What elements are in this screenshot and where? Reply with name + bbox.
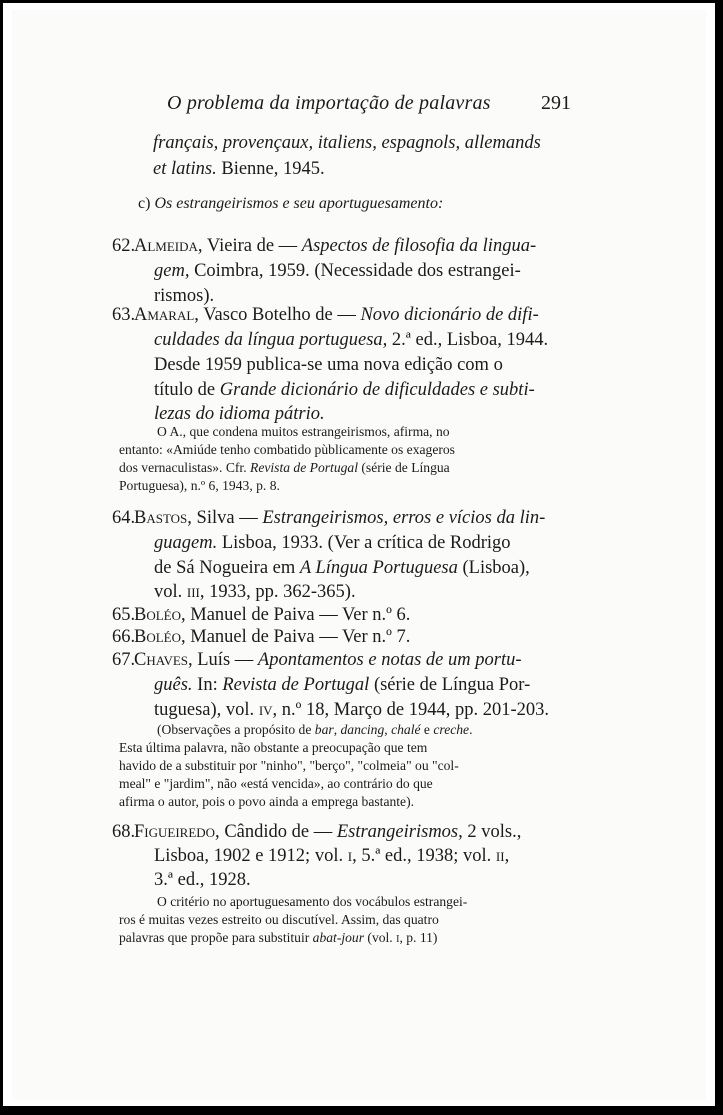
entry-67-vol-number: iv (258, 700, 273, 720)
entry-68-comma: , (504, 846, 510, 866)
entry-62-line-3: rismos). (154, 286, 215, 306)
entry-62-title: Aspectos de filosofia da lingua- (301, 236, 537, 256)
entry-67-note-word-bar: bar (314, 722, 334, 737)
entry-64-review-journal: A Língua Portuguesa (299, 558, 458, 578)
entry-64-review-intro: de Sá Nogueira em (154, 558, 300, 578)
entry-68-note-line-2: ros é muitas vezes estreito ou discutível. Assim, das quatro (119, 912, 439, 927)
entry-63-line-3: Desde 1959 publica-se uma nova edição com o (154, 355, 503, 375)
entry-63-note-line-4: Portuguesa), n.º 6, 1943, p. 8. (119, 478, 280, 493)
entry-67-note-word-creche: creche (433, 722, 470, 737)
entry-67-series-cont: tuguesa), vol. (154, 700, 259, 720)
entry-64-author-name: Silva — (191, 508, 263, 528)
entry-62-details: Coimbra, 1959. (Necessidade dos estrangei- (189, 261, 521, 281)
entry-68-title: Estrangeirismos, (336, 822, 463, 842)
intro-ref-title-end: et latins. (153, 159, 217, 179)
entry-68-vol-2: ii (495, 846, 505, 866)
entry-67-note-intro: (Observações a propósito de (157, 722, 315, 737)
entry-67-author: Chaves, (134, 650, 193, 670)
entry-68-note-vol-label: (vol. (364, 930, 397, 945)
entry-67-journal: Revista de Portugal (222, 675, 370, 695)
entry-67-note-line-3: havido de a substituir por "ninho", "berço", "colmeia" ou "col- (119, 758, 459, 773)
entry-67-note-line-5: afirma o autor, pois o povo ainda a emprega bastante). (119, 794, 415, 809)
entry-64-number: 64. (112, 508, 136, 528)
entry-63-note-journal: Revista de Portugal (250, 460, 358, 475)
entry-67-note-word-chale: chalé (391, 722, 421, 737)
entry-66-author: Boléo, (134, 627, 186, 647)
entry-67-number: 67. (112, 650, 136, 670)
entry-62-author-name: Vieira de — (202, 236, 302, 256)
entry-63-line-5: lezas do idioma pátrio. (154, 404, 325, 424)
entry-63-note-line-2: entanto: «Amiúde tenho combatido pùblicamente os exageros (119, 442, 455, 457)
entry-68-note-text: palavras que propõe para substituir (119, 930, 313, 945)
entry-67-issue-pages: , n.º 18, Março de 1944, pp. 201-203. (272, 700, 550, 720)
entry-68-volumes: 2 vols., (462, 822, 522, 842)
entry-67-title: Apontamentos e notas de um portu- (257, 650, 522, 670)
intro-ref-place-year: Bienne, 1945. (216, 159, 325, 179)
entry-67-author-name: Luís — (192, 650, 258, 670)
entry-68-note-vol-number: i (396, 930, 400, 945)
entry-66-number: 66. (112, 627, 136, 647)
entry-65-author: Boléo, (134, 605, 186, 625)
entry-64-review-place: (Lisboa), (457, 558, 530, 578)
entry-64-details: Lisboa, 1933. (Ver a crítica de Rodrigo (217, 533, 511, 553)
entry-63-details: 2.ª ed., Lisboa, 1944. (387, 330, 549, 350)
entry-65-number: 65. (112, 605, 136, 625)
entry-68-author-name: Cândido de — (219, 822, 337, 842)
entry-63-note-text: dos vernaculistas». Cfr. (119, 460, 251, 475)
entry-67-title-cont: guês. (154, 675, 193, 695)
entry-63-title-cont: culdades da língua portuguesa, (154, 330, 388, 350)
entry-64-vol-label: vol. (154, 582, 187, 602)
entry-67-note-sep-2: , (384, 722, 392, 737)
section-title: Os estrangeirismos e seu aportuguesamento: (154, 195, 444, 212)
entry-63-new-title: Grande dicionário de dificuldades e subti- (219, 380, 535, 400)
entry-67-series: (série de Língua Por- (369, 675, 531, 695)
entry-68-note-word-abat-jour: abat-jour (312, 930, 365, 945)
entry-65-rest: Manuel de Paiva — Ver n.º 6. (185, 605, 411, 625)
entry-63-title: Novo dicionário de difi- (360, 305, 539, 325)
entry-63-title-intro: título de (154, 380, 220, 400)
section-marker: c) (138, 195, 151, 212)
entry-64-title: Estrangeirismos, erros e vícios da lin- (262, 508, 546, 528)
entry-63-author: Amaral, (134, 305, 199, 325)
entry-67-in: In: (192, 675, 223, 695)
entry-63-author-name: Vasco Botelho de — (198, 305, 361, 325)
entry-67-note-line-4: meal" e "jardim", não «está vencida», ao contrário do que (119, 776, 433, 791)
entry-67-note-line-2: Esta última palavra, não obstante a preocupação que tem (119, 740, 428, 755)
entry-68-vol-1: i (347, 846, 353, 866)
running-header-title: O problema da importação de palavras (167, 92, 491, 114)
entry-63-note-line-1: O A., que condena muitos estrangeirismos, afirma, no (157, 424, 450, 439)
entry-62-title-cont: gem, (154, 261, 190, 281)
entry-64-title-cont: guagem. (154, 533, 218, 553)
entry-68-author: Figueiredo, (134, 822, 220, 842)
entry-64-vol-number: iii (186, 582, 200, 602)
entry-64-author: Bastos, (134, 508, 192, 528)
entry-68-place-years: Lisboa, 1902 e 1912; vol. (154, 846, 348, 866)
entry-63-number: 63. (112, 305, 136, 325)
page-number: 291 (541, 92, 571, 114)
entry-68-note-line-1: O critério no aportuguesamento dos vocábulos estrangei- (157, 894, 468, 909)
entry-68-note-page: , p. 11) (399, 930, 438, 945)
entry-67-note-sep-3: e (420, 722, 434, 737)
entry-66-rest: Manuel de Paiva — Ver n.º 7. (185, 627, 411, 647)
entry-68-number: 68. (112, 822, 136, 842)
entry-67-note-word-dancing: dancing (340, 722, 385, 737)
entry-62-author: Almeida, (134, 236, 203, 256)
entry-68-line-3: 3.ª ed., 1928. (154, 870, 251, 890)
entry-67-note-sep-1: , (333, 722, 341, 737)
entry-62-number: 62. (112, 236, 136, 256)
intro-ref-line-1: français, provençaux, italiens, espagnols, allemands (153, 133, 541, 153)
entry-64-pages: , 1933, pp. 362-365). (199, 582, 356, 602)
entry-67-note-period: . (469, 722, 473, 737)
entry-68-edition-1: , 5.ª ed., 1938; vol. (352, 846, 496, 866)
entry-63-note-series: (série de Língua (358, 460, 450, 475)
